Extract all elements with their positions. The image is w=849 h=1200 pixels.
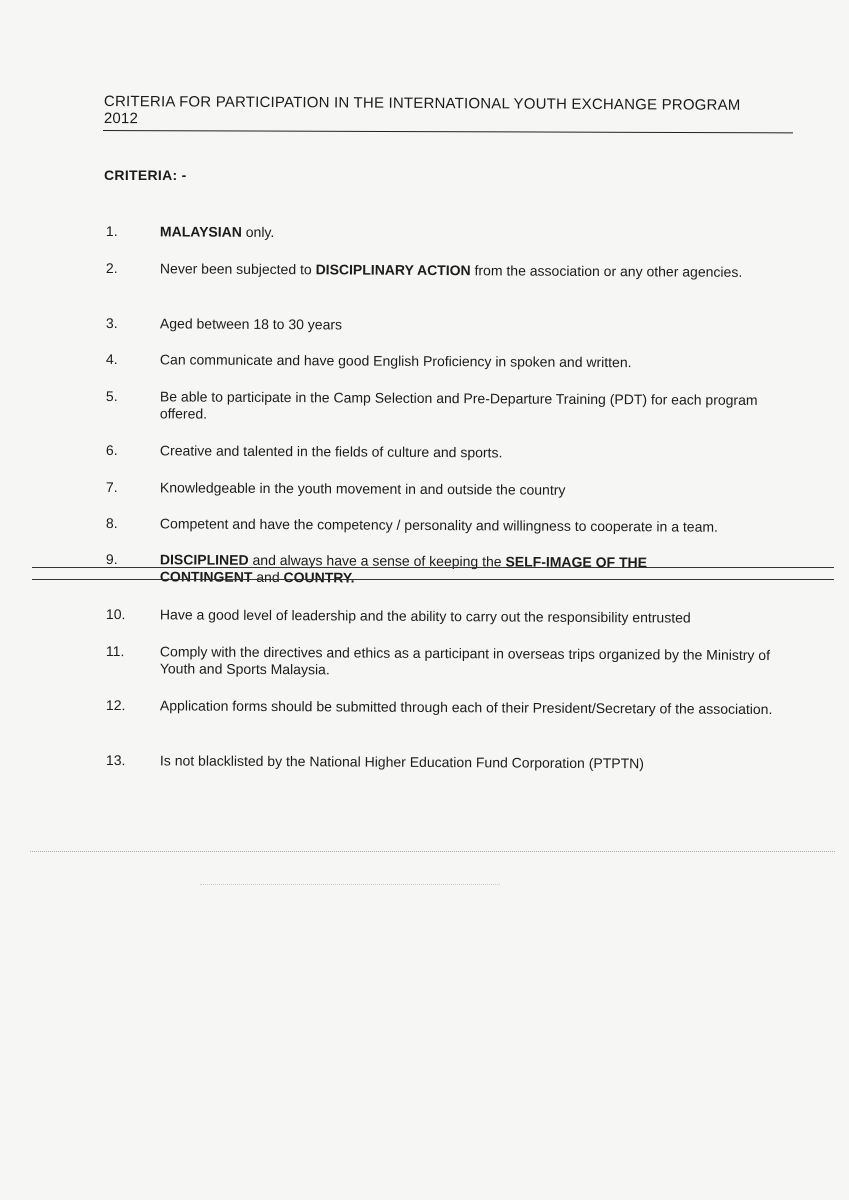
criteria-item-9 [105,551,796,586]
item-number: 3. [105,315,118,332]
scan-artifact-line [30,851,835,852]
item-text: MALAYSIAN only. [159,223,275,241]
item-number: 5. [105,388,118,405]
criteria-item-3 [105,315,796,333]
item-text: DISCIPLINED and always have a sense of keeping the SELF-IMAGE OF THE CONTINGENT and COUNTRY. [159,551,648,586]
item-number: 9. [105,551,118,568]
item-text: Never been subjected to DISCIPLINARY ACTION from the association or any other agencies. [159,260,743,280]
item-text: Knowledgeable in the youth movement in and outside the country [159,479,566,498]
item-text: Creative and talented in the fields of culture and sports. [159,442,503,461]
item-number: 12. [105,697,126,714]
item-number: 11. [105,643,125,660]
criteria-item-7 [105,479,796,498]
criteria-item-1 [105,223,796,241]
strikethrough-line-2 [32,579,834,580]
item-number: 10. [105,606,126,623]
item-number: 2. [105,260,118,277]
document-title [104,93,794,131]
item-text: Have a good level of leadership and the ability to carry out the responsibility entrusted [159,606,691,626]
item-text: Competent and have the competency / personality and willingness to cooperate in a team. [159,515,718,535]
item-number: 4. [105,351,118,368]
title-line-1: CRITERIA FOR PARTICIPATION IN THE INTERNATIONAL YOUTH EXCHANGE PROGRAM [103,93,741,114]
criteria-item-2 [105,260,796,280]
item-number: 13. [105,752,126,769]
criteria-item-8 [105,515,796,535]
item-text: Can communicate and have good English Proficiency in spoken and written. [159,351,632,371]
item-number: 6. [105,442,118,459]
item-text: Is not blacklisted by the National Higher Education Fund Corporation (PTPTN) [159,752,645,772]
item-number: 7. [105,479,118,496]
criteria-item-10 [105,606,796,626]
item-text: Comply with the directives and ethics as a participant in overseas trips organized by the Ministry of Youth and Sports Malaysia. [159,643,771,678]
item-number: 1. [105,223,118,240]
item-number: 8. [105,515,118,532]
item-text: Aged between 18 to 30 years [159,315,343,333]
criteria-item-12 [105,697,796,718]
item-text: Application forms should be submitted through each of their President/Secretary of the association. [159,697,773,718]
item-text: Be able to participate in the Camp Selection and Pre-Departure Training (PDT) for each program offered. [159,388,758,422]
scan-artifact-line [200,884,500,885]
criteria-heading: CRITERIA: - [104,167,187,183]
title-line-2: 2012 [103,109,139,128]
criteria-item-11 [105,643,796,678]
strikethrough-line-1 [32,567,834,568]
criteria-item-5 [105,388,796,422]
criteria-item-4 [105,351,796,371]
criteria-item-13 [105,752,796,772]
criteria-item-6 [105,442,796,461]
